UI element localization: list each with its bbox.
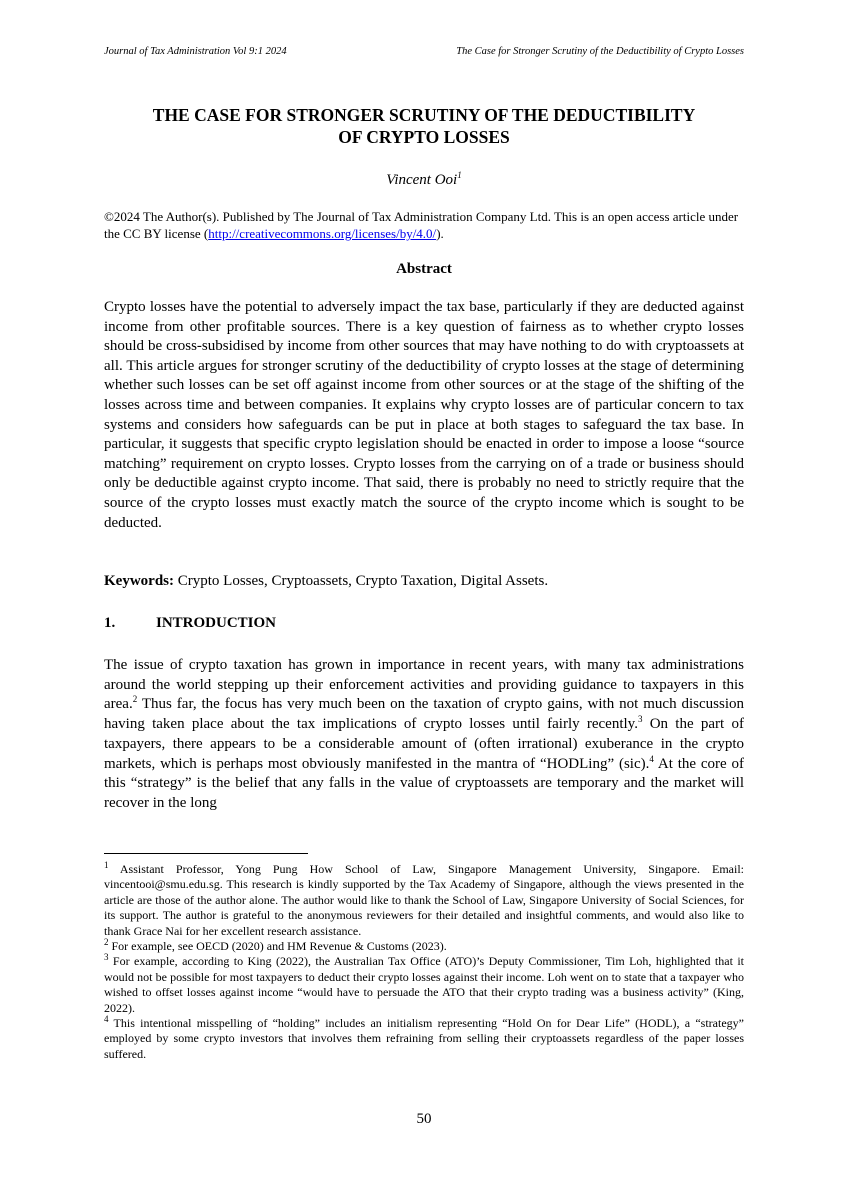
footnotes — [104, 862, 744, 1062]
running-title: The Case for Stronger Scrutiny of the Deductibility of Crypto Losses — [456, 46, 744, 57]
license-notice — [104, 208, 744, 242]
intro-text-part-3: On the part of taxpayers, there appears to be a considerable amount of (often irrational) exuberance in the crypto markets, which is perhaps most obviously manifested in the mantra of “HODLing” (sic). — [104, 716, 744, 772]
intro-text-part-1: The issue of crypto taxation has grown in importance in recent years, with many tax administrations around the world stepping up their enforcement activities and providing guidance to taxpayers in this area. — [104, 657, 744, 713]
license-text: ©2024 The Author(s). Published by The Journal of Tax Administration Company Ltd. This is an open access article under the CC BY license ( — [104, 209, 739, 241]
intro-text-part-2: Thus far, the focus has very much been on the taxation of crypto gains, with not much discussion having taken place about the tax implications of crypto losses until fairly recently. — [104, 696, 744, 733]
title-line-2: OF CRYPTO LOSSES — [338, 127, 510, 147]
author-footnote-ref[interactable]: 1 — [457, 170, 462, 180]
license-end: ). — [436, 226, 444, 241]
abstract-text: Crypto losses have the potential to adversely impact the tax base, particularly if they are deducted against income from other profitable sources. There is a key question of fairness as to whether crypto losses should be cross-subsidised by income from other sources that may have nothing to do with cryptoassets at all. This article argues for stronger scrutiny of the deductibility of crypto losses at the stage of determining whether such losses can be set off against income from other sources or at the stage of the shifting of the losses across time and between companies. It explains why crypto losses are of particular concern to tax systems and considers how safeguards can be put in place at both stages to safeguard the tax base. In particular, it suggests that specific crypto legislation should be enacted in order to impose a loose “source matching” requirement on crypto losses. Crypto losses from the carrying on of a trade or business should only be deductible against crypto income. That said, there is probably no need to strictly require that the source of the crypto losses must exactly match the source of the crypto income which is sought to be deducted. — [104, 299, 744, 531]
footnote-3 — [104, 954, 744, 1016]
author-line — [104, 170, 744, 189]
author-name: Vincent Ooi — [386, 172, 458, 188]
introduction-paragraph — [104, 656, 744, 814]
section-title: INTRODUCTION — [156, 615, 277, 631]
footnote-number: 2 — [104, 937, 109, 948]
footnote-number: 3 — [104, 952, 109, 963]
running-header — [104, 46, 744, 62]
footnote-2 — [104, 939, 744, 954]
footnote-number: 4 — [104, 1014, 109, 1025]
footnote-ref-2[interactable]: 2 — [132, 694, 138, 705]
keywords-list: Crypto Losses, Cryptoassets, Crypto Taxation, Digital Assets. — [174, 573, 549, 589]
footnote-text: For example, according to King (2022), the Australian Tax Office (ATO)’s Deputy Commissioner, Tim Loh, highlighted that it would not be possible for most taxpayers to deduct their crypto losses against their income. Loh went on to state that a taxpayer who wished to offset losses against income “would have to persuade the ATO that their crypto trading was a business activity” (King, 2022). — [104, 954, 744, 1015]
article-title — [104, 104, 744, 148]
footnote-ref-3[interactable]: 3 — [637, 714, 643, 725]
abstract-heading: Abstract — [396, 261, 452, 277]
page-number: 50 — [416, 1111, 432, 1127]
section-number: 1. — [104, 615, 116, 631]
footnote-text: This intentional misspelling of “holding” includes an initialism representing “Hold On for Dear Life” (HODL), a “strategy” employed by some crypto investors that involves them refraining from selling their cryptoassets regardless of the paper losses suffered. — [104, 1016, 744, 1061]
footnote-number: 1 — [104, 860, 109, 870]
title-line-1: THE CASE FOR STRONGER SCRUTINY OF THE DEDUCTIBILITY — [152, 105, 696, 125]
intro-text-part-4: At the core of this “strategy” is the belief that any falls in the value of cryptoassets are temporary and the market will recover in the long — [104, 755, 744, 811]
footnote-4 — [104, 1016, 744, 1062]
section-heading-introduction — [104, 615, 744, 632]
footnote-text: For example, see OECD (2020) and HM Revenue & Customs (2023). — [108, 939, 447, 954]
keywords-label: Keywords: — [104, 573, 174, 589]
keywords — [104, 573, 744, 590]
footnote-divider — [104, 853, 308, 854]
license-link[interactable]: http://creativecommons.org/licenses/by/4.0/ — [208, 226, 437, 241]
footnote-text: Assistant Professor, Yong Pung How School of Law, Singapore Management University, Singapore. Email: vincentooi@smu.edu.sg. This research is kindly supported by the Tax Academy of Singapore, although the views presented in the article are those of the author alone. The author would like to thank the School of Law, Singapore University of Social Sciences, for its support. The author is grateful to the anonymous reviewers for their detailed and insightful comments, and would also like to thank Grace Nai for her excellent research assistance. — [104, 862, 744, 938]
footnote-ref-4[interactable]: 4 — [649, 753, 654, 764]
footnote-1 — [104, 862, 744, 939]
journal-name: Journal of Tax Administration Vol 9:1 2024 — [104, 46, 287, 57]
